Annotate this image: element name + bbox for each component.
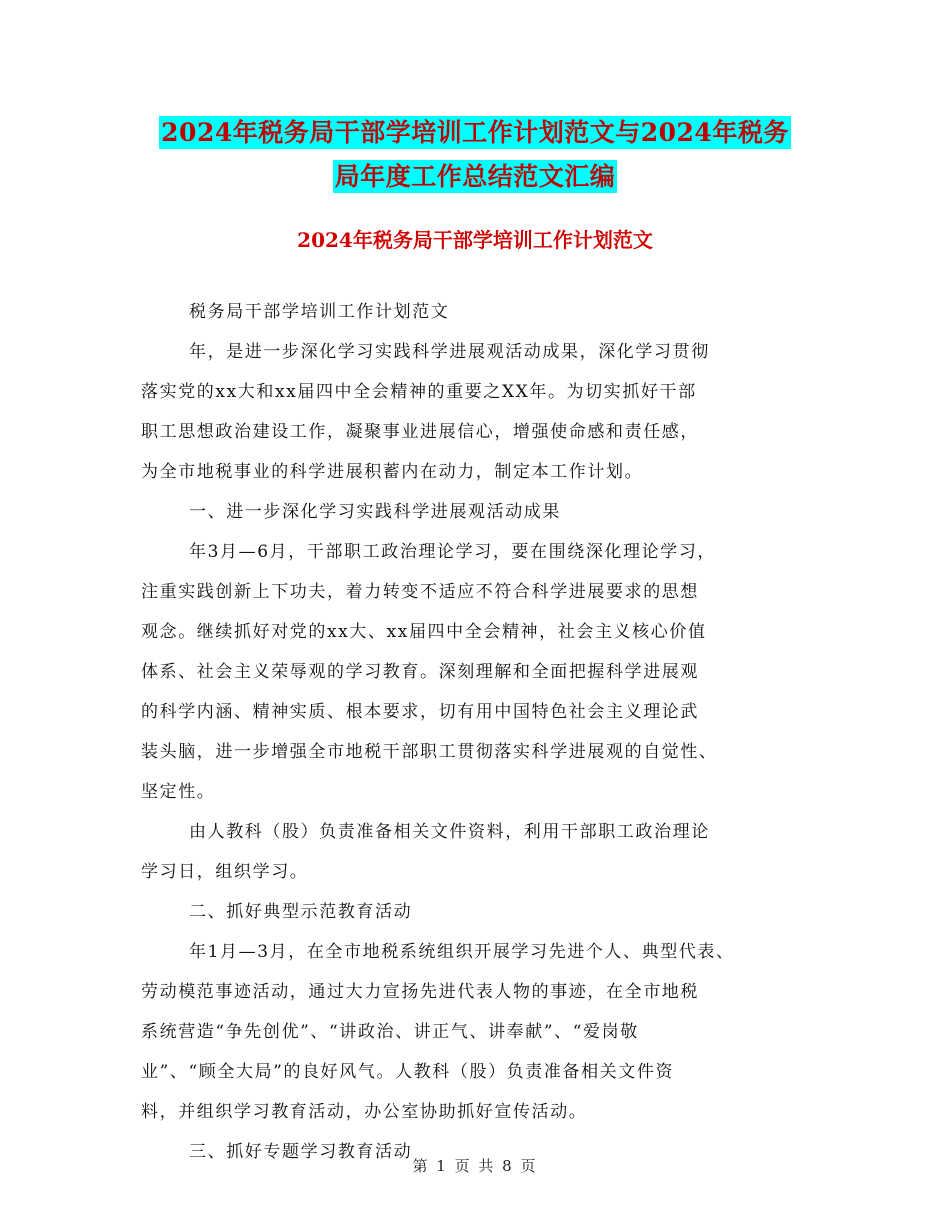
body-line: 年3月—6月，干部职工政治理论学习，要在围绕深化理论学习， <box>189 542 717 562</box>
body-line: 年1月—3月，在全市地税系统组织开展学习先进个人、典型代表、 <box>189 942 735 962</box>
section-title: 2024年税务局干部学培训工作计划范文 <box>297 228 653 252</box>
body-line: 学习日，组织学习。 <box>141 862 309 882</box>
body-line: 职工思想政治建设工作，凝聚事业进展信心，增强使命感和责任感， <box>141 422 699 442</box>
body-line: 二、抓好典型示范教育活动 <box>189 902 413 922</box>
body-line: 由人教科（股）负责准备相关文件资料，利用干部职工政治理论 <box>189 822 710 842</box>
body-line: 料，并组织学习教育活动，办公室协助抓好宣传活动。 <box>141 1102 588 1122</box>
body-line: 观念。继续抓好对党的xx大、xx届四中全会精神，社会主义核心价值 <box>141 622 707 642</box>
body-line: 为全市地税事业的科学进展积蓄内在动力，制定本工作计划。 <box>141 462 644 482</box>
body-line: 的科学内涵、精神实质、根本要求，切有用中国特色社会主义理论武 <box>141 702 699 722</box>
main-title-line-2 <box>0 157 950 193</box>
body-line: 落实党的xx大和xx届四中全会精神的重要之XX年。为切实抓好干部 <box>141 382 697 402</box>
main-title-highlight-1: 2024年税务局干部学培训工作计划范文与2024年税务 <box>161 118 789 147</box>
body-line: 业”、“顾全大局”的良好风气。人教科（股）负责准备相关文件资 <box>141 1062 675 1082</box>
main-title-line-1 <box>0 113 950 149</box>
body-line: 三、抓好专题学习教育活动 <box>189 1142 413 1162</box>
body-line: 年，是进一步深化学习实践科学进展观活动成果，深化学习贯彻 <box>189 342 710 362</box>
body-line: 税务局干部学培训工作计划范文 <box>189 302 450 322</box>
body-line: 体系、社会主义荣辱观的学习教育。深刻理解和全面把握科学进展观 <box>141 662 699 682</box>
body-line: 劳动模范事迹活动，通过大力宣扬先进代表人物的事迹，在全市地税 <box>141 982 699 1002</box>
body-line: 系统营造“争先创优”、“讲政治、讲正气、讲奉献”、“爱岗敬 <box>141 1022 639 1042</box>
body-line: 注重实践创新上下功夫，着力转变不适应不符合科学进展要求的思想 <box>141 582 699 602</box>
body-line: 装头脑，进一步增强全市地税干部职工贯彻落实科学进展观的自觉性、 <box>141 742 718 762</box>
body-line: 一、进一步深化学习实践科学进展观活动成果 <box>189 502 561 522</box>
main-title-highlight-2: 局年度工作总结范文汇编 <box>334 162 616 191</box>
page-footer: 第 1 页 共 8 页 <box>412 1157 538 1175</box>
document-body <box>141 292 831 1172</box>
body-line: 坚定性。 <box>141 782 216 802</box>
